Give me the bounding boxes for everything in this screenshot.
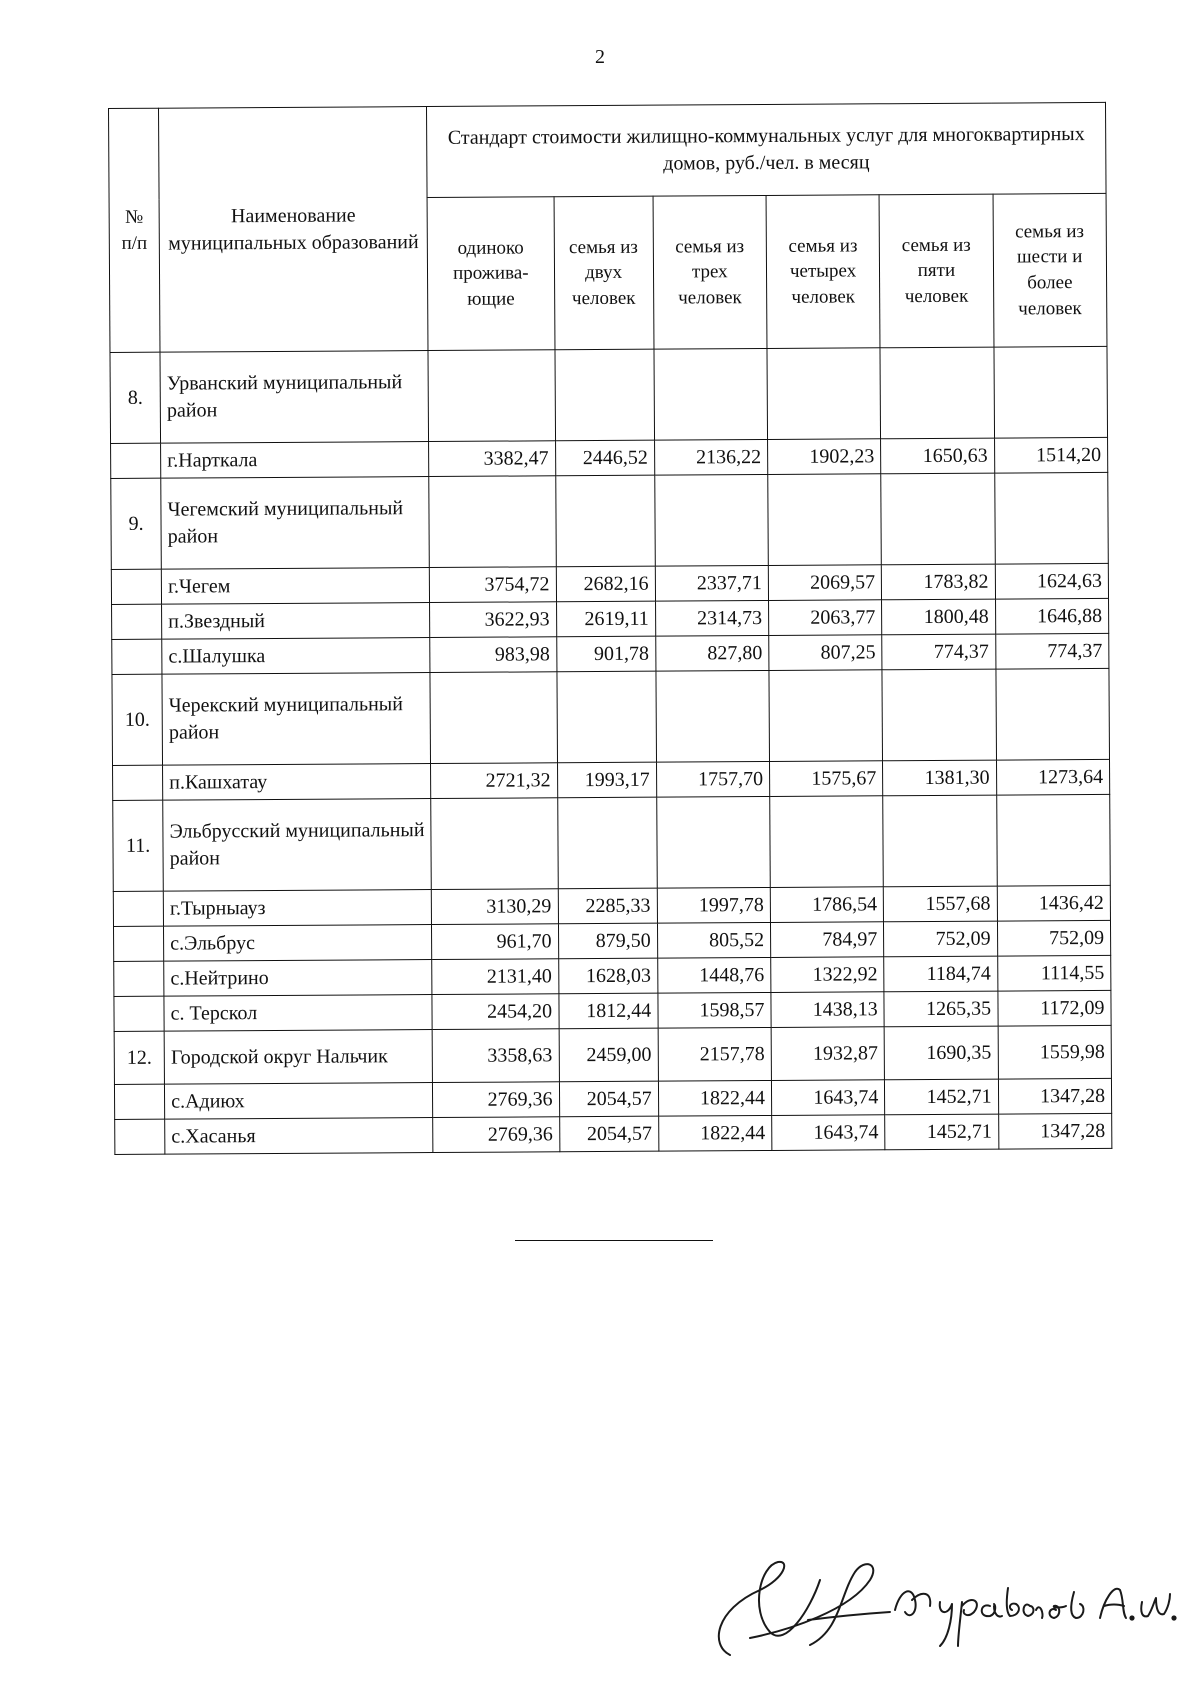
value-cell: 1172,09 [997,990,1111,1026]
value-cell: 1902,23 [767,439,881,475]
value-cell: 1628,03 [558,958,657,994]
empty-cell [112,604,162,639]
district-name: Городской округ Нальчик [164,1030,432,1085]
value-cell: 983,98 [430,637,557,673]
value-cell: 901,78 [556,636,655,672]
row-number: 12. [114,1031,164,1084]
value-cell: 879,50 [558,923,657,959]
page-number: 2 [595,46,605,68]
empty-cell [556,671,656,763]
empty-cell [428,350,555,442]
empty-cell [883,795,997,887]
settlement-name: с.Шалушка [162,638,430,675]
empty-cell [430,672,557,764]
value-cell: 2054,57 [559,1116,658,1152]
value-cell: 2682,16 [556,566,655,602]
value-cell: 1757,70 [656,761,770,797]
empty-cell [114,996,164,1031]
empty-cell [431,798,558,890]
value-cell: 1273,64 [996,759,1110,795]
settlement-name: с.Адиюх [165,1083,433,1120]
empty-cell [557,797,657,889]
district-row [111,472,1109,569]
value-cell: 2337,71 [655,565,769,601]
settlement-name: г.Тырныауз [163,890,431,927]
value-cell: 805,52 [657,922,771,958]
value-cell: 2721,32 [431,763,558,799]
city-district-row [114,1025,1111,1084]
handwritten-signature [690,1550,1180,1665]
value-cell: 1514,20 [994,437,1108,473]
empty-cell [767,348,881,440]
settlement-name: с.Хасанья [165,1118,433,1155]
settlement-name: с. Терскол [164,995,432,1032]
empty-cell [654,474,768,566]
value-cell: 1436,42 [997,885,1111,921]
value-cell: 1347,28 [998,1113,1112,1149]
header-column-family-4: семья из четырех человек [766,195,880,349]
row-number: 10. [112,674,163,765]
header-column-family-2: семья из двух человек [554,196,654,350]
district-row [112,668,1110,765]
cost-standard-table [108,102,1112,1155]
signature-drawing [690,1550,1180,1660]
value-cell: 3358,63 [432,1029,559,1083]
row-number: 9. [111,478,162,569]
value-cell: 2136,22 [654,439,768,475]
header-municipality-name: Наименование муниципальных образований [159,107,429,353]
value-cell: 3130,29 [431,889,558,925]
header-column-family-6-plus: семья из шести и более человек [993,193,1107,347]
value-cell: 3382,47 [429,441,556,477]
value-cell: 1812,44 [558,993,657,1029]
value-cell: 1265,35 [884,991,998,1027]
value-cell: 1800,48 [882,599,996,635]
value-cell: 752,09 [884,921,998,957]
value-cell: 3754,72 [429,567,556,603]
value-cell: 827,80 [655,635,769,671]
value-cell: 1643,74 [772,1115,886,1151]
empty-cell [114,961,164,996]
district-name: Чегемский муниципальный район [161,477,430,570]
value-cell: 1822,44 [658,1080,772,1116]
empty-cell [995,668,1109,760]
value-cell: 2157,78 [658,1027,772,1081]
value-cell: 1438,13 [771,992,885,1028]
empty-cell [113,765,163,800]
header-cost-standard: Стандарт стоимости жилищно-коммунальных услуг для многоквартирных домов, руб./чел. в месяц [427,102,1106,197]
value-cell: 2314,73 [655,600,769,636]
value-cell: 1322,92 [771,957,885,993]
value-cell: 1559,98 [998,1025,1112,1079]
value-cell: 2454,20 [432,994,559,1030]
empty-cell [113,891,163,926]
value-cell: 1452,71 [885,1114,999,1150]
empty-cell [555,475,655,567]
value-cell: 1650,63 [881,438,995,474]
settlement-row [115,1113,1112,1154]
value-cell: 2769,36 [433,1117,560,1153]
settlement-name: г.Нарткала [161,442,429,479]
empty-cell [656,796,770,888]
district-name: Эльбрусский муниципальный район [163,799,432,892]
value-cell: 784,97 [770,922,884,958]
value-cell: 961,70 [432,924,559,960]
value-cell: 1381,30 [883,760,997,796]
value-cell: 1643,74 [771,1080,885,1116]
value-cell: 1993,17 [557,762,656,798]
empty-cell [770,796,884,888]
value-cell: 1448,76 [657,957,771,993]
value-cell: 1557,68 [884,886,998,922]
value-cell: 1575,67 [769,761,883,797]
value-cell: 1624,63 [995,563,1109,599]
empty-cell [113,926,163,961]
value-cell: 1184,74 [884,956,998,992]
empty-cell [112,639,162,674]
empty-cell [881,473,995,565]
value-cell: 1932,87 [771,1027,885,1081]
row-number: 8. [110,352,161,443]
empty-cell [111,443,161,478]
district-row [113,794,1111,891]
empty-cell [656,670,770,762]
value-cell: 2069,57 [768,565,882,601]
value-cell: 2285,33 [558,888,657,924]
value-cell: 2619,11 [556,601,655,637]
settlement-name: с.Эльбрус [164,925,432,962]
value-cell: 2063,77 [768,600,882,636]
empty-cell [994,346,1108,438]
value-cell: 2446,52 [555,440,654,476]
settlement-name: п.Звездный [162,603,430,640]
empty-cell [111,569,161,604]
value-cell: 1114,55 [997,955,1111,991]
header-column-family-5: семья из пяти человек [879,194,993,348]
value-cell: 2459,00 [559,1028,658,1082]
empty-cell [654,348,768,440]
header-column-family-3: семья из трех человек [653,195,767,349]
header-column-single: одиноко прожива-ющие [427,197,554,351]
value-cell: 1598,57 [658,992,772,1028]
district-row [110,346,1108,443]
empty-cell [880,347,994,439]
settlement-name: п.Кашхатау [163,764,431,801]
settlement-name: г.Чегем [161,568,429,605]
empty-cell [769,670,883,762]
value-cell: 807,25 [769,635,883,671]
settlement-name: с.Нейтрино [164,960,432,997]
empty-cell [114,1084,164,1119]
empty-cell [429,476,556,568]
empty-cell [554,349,654,441]
empty-cell [996,794,1110,886]
value-cell: 1997,78 [657,887,771,923]
empty-cell [882,669,996,761]
value-cell: 1783,82 [882,564,996,600]
value-cell: 774,37 [882,634,996,670]
value-cell: 2769,36 [433,1082,560,1118]
value-cell: 1347,28 [998,1078,1112,1114]
value-cell: 1690,35 [884,1026,998,1080]
value-cell: 1452,71 [885,1079,999,1115]
empty-cell [768,474,882,566]
empty-cell [115,1119,165,1154]
value-cell: 2131,40 [432,959,559,995]
empty-cell [994,472,1108,564]
end-rule-divider [515,1240,713,1241]
value-cell: 3622,93 [430,602,557,638]
value-cell: 1822,44 [658,1115,772,1151]
value-cell: 2054,57 [559,1081,658,1117]
district-name: Черекский муниципальный район [162,673,431,766]
value-cell: 774,37 [995,633,1109,669]
header-row-number: № п/п [109,108,161,352]
row-number: 11. [113,800,164,891]
value-cell: 1786,54 [770,887,884,923]
district-name: Урванский муниципальный район [160,351,429,444]
value-cell: 1646,88 [995,598,1109,634]
value-cell: 752,09 [997,920,1111,956]
